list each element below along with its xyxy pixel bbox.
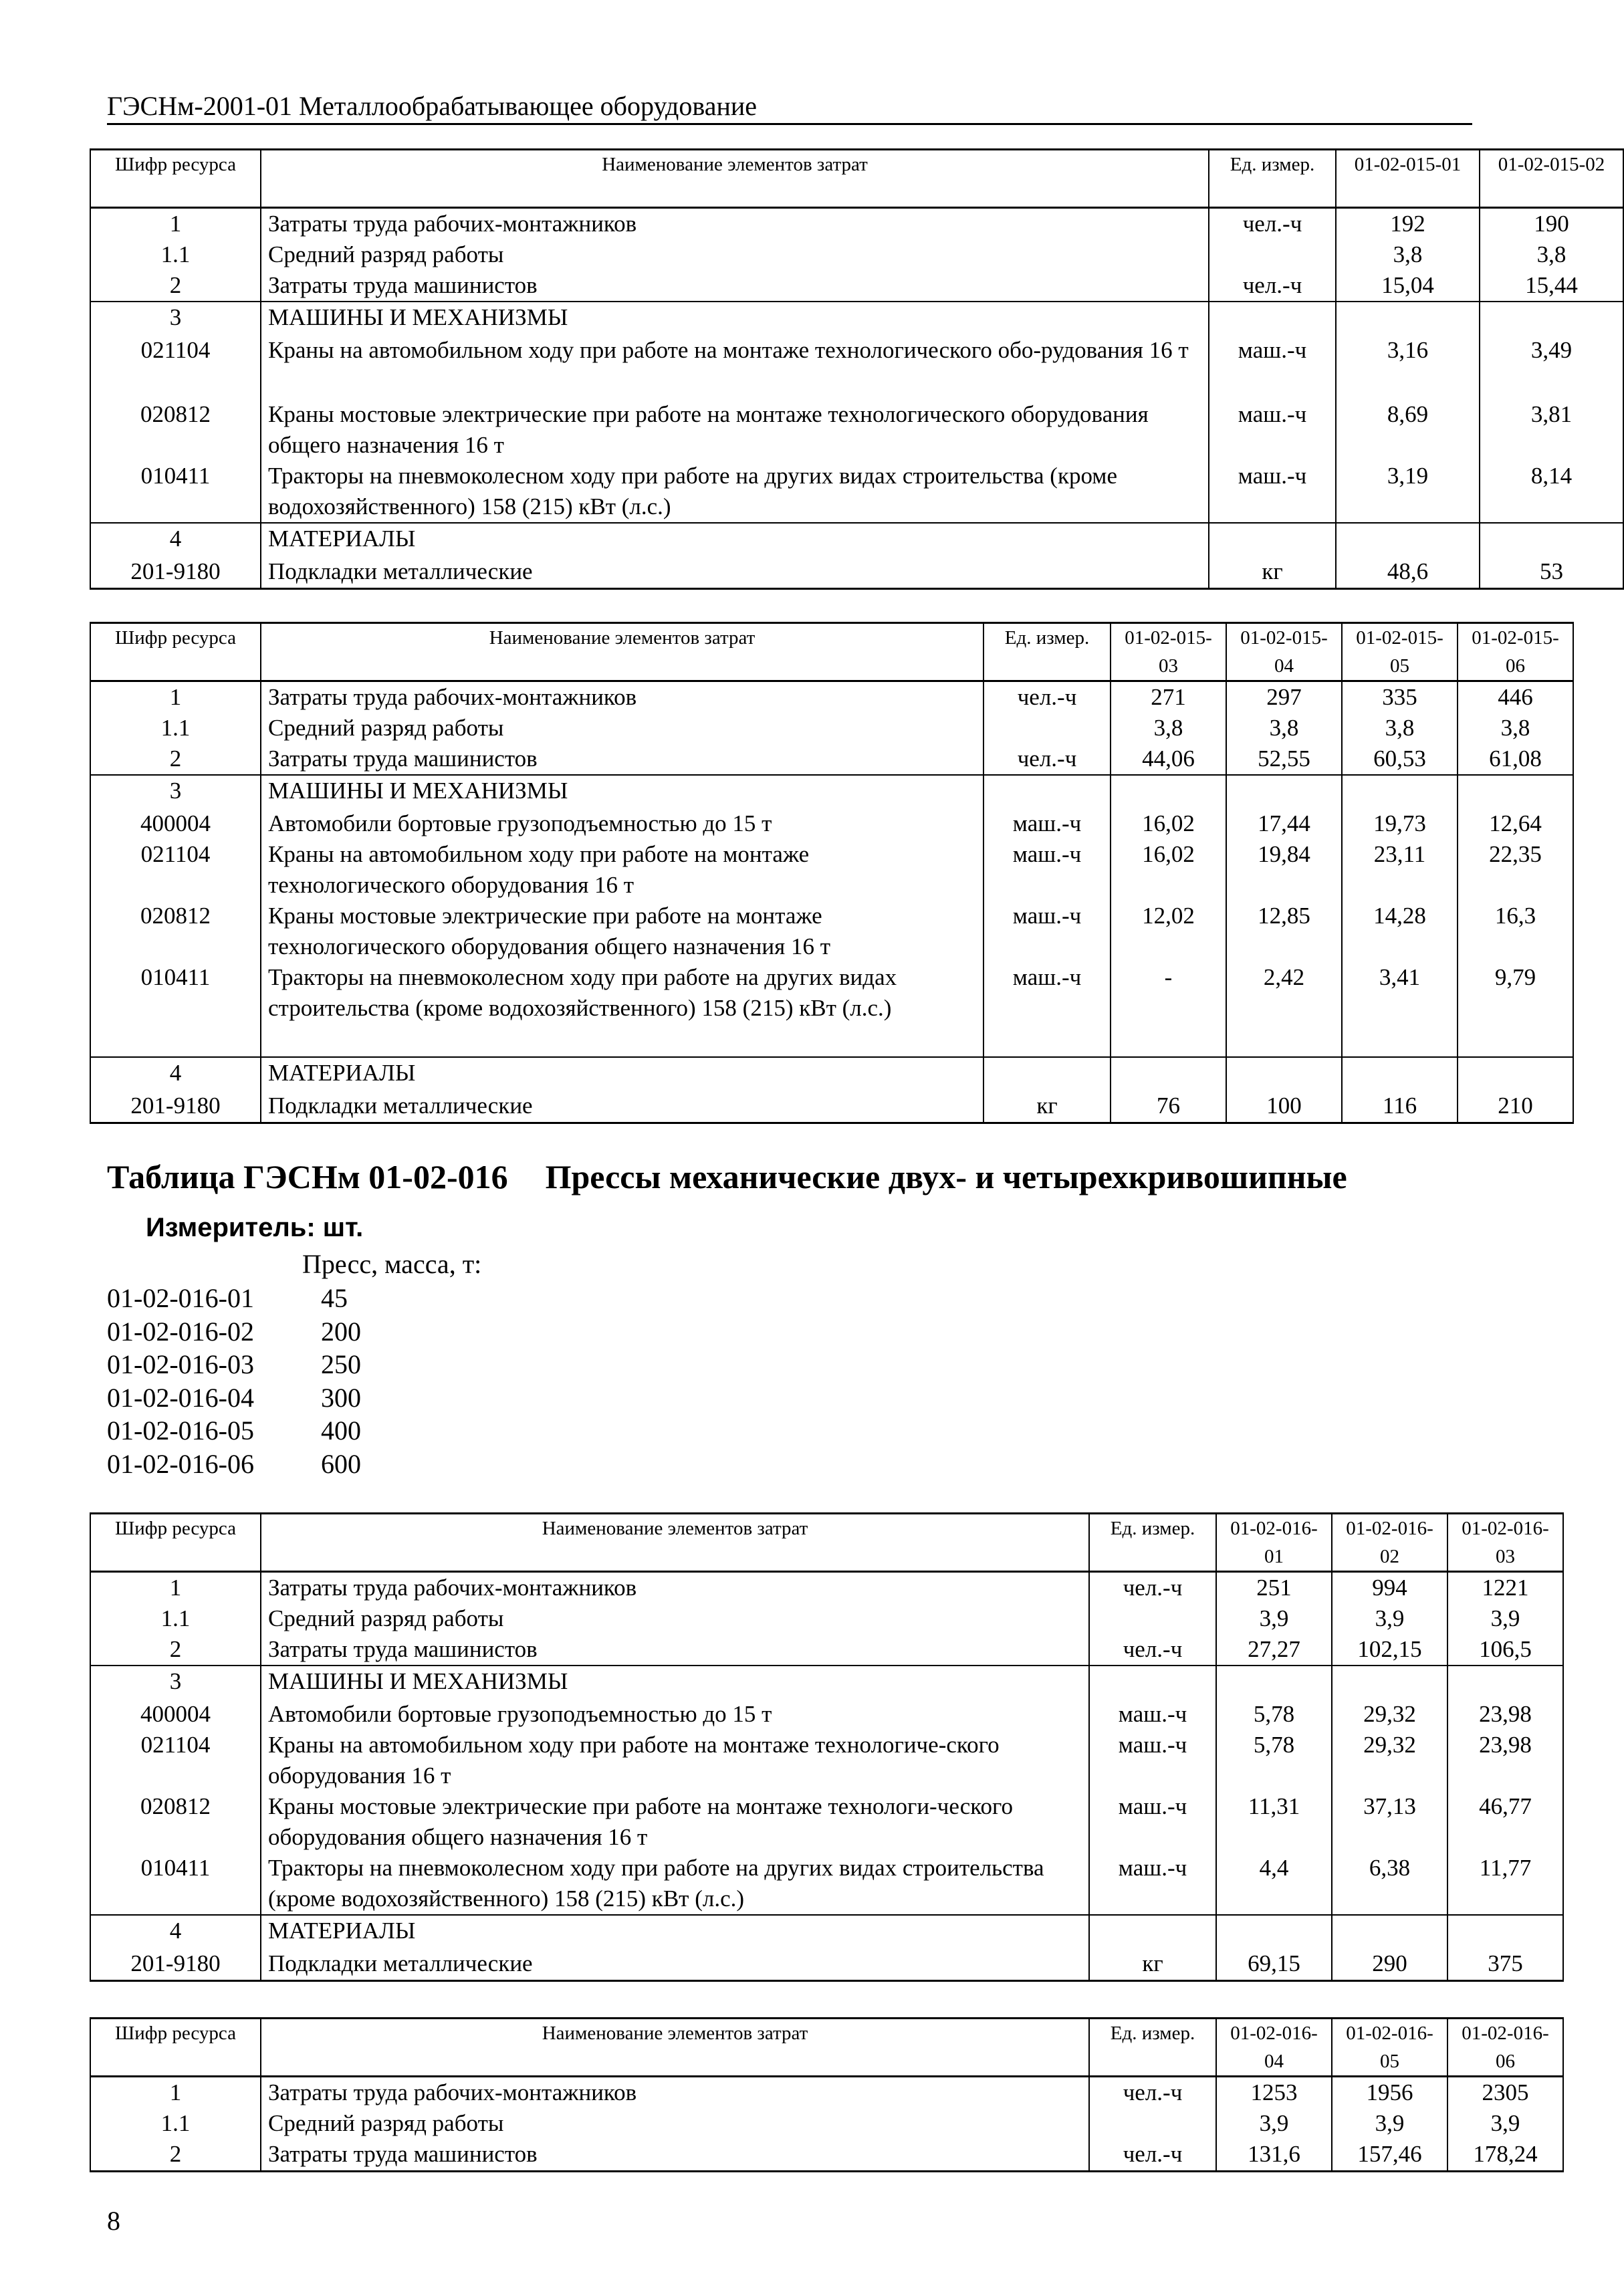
unit-cell: маш.-ч <box>983 962 1111 1057</box>
value-cell <box>1447 1666 1563 1699</box>
resource-code: 010411 <box>90 1853 261 1915</box>
table-row <box>90 239 1623 270</box>
variant-mass: 300 <box>321 1382 361 1413</box>
value-cell <box>1336 302 1480 335</box>
col-header-name: Наименование элементов затрат <box>261 1514 1089 1572</box>
header-rule <box>107 123 1472 125</box>
resource-code: 020812 <box>90 1791 261 1853</box>
value-cell: 290 <box>1332 1948 1447 1980</box>
unit-cell: чел.-ч <box>1089 2077 1216 2109</box>
col-header-variant: 01-02-016-02 <box>1332 1514 1447 1572</box>
section-row <box>90 1666 1563 1699</box>
value-cell: 19,73 <box>1342 808 1458 839</box>
unit-cell <box>983 713 1111 743</box>
cost-item-name: Краны на автомобильном ходу при работе на монтаже технологиче-ского оборудования 16 т <box>261 1730 1089 1791</box>
resource-code: 3 <box>90 1666 261 1699</box>
value-cell <box>1226 775 1342 808</box>
table-row <box>90 1603 1563 1634</box>
table-row <box>90 901 1573 962</box>
table-row <box>90 808 1573 839</box>
resource-code: 2 <box>90 270 261 302</box>
cost-item-name: Краны мостовые электрические при работе на монтаже технологического оборудования общего назначения 16 т <box>261 901 983 962</box>
resource-code: 021104 <box>90 335 261 399</box>
table-row <box>90 2108 1563 2139</box>
value-cell: 3,8 <box>1226 713 1342 743</box>
unit-cell: чел.-ч <box>1209 208 1336 240</box>
value-cell: 192 <box>1336 208 1480 240</box>
section-heading: МАШИНЫ И МЕХАНИЗМЫ <box>261 1666 1089 1699</box>
value-cell: 69,15 <box>1216 1948 1332 1980</box>
value-cell: 3,8 <box>1336 239 1480 270</box>
resource-code: 201-9180 <box>90 1091 261 1123</box>
resource-code: 201-9180 <box>90 1948 261 1980</box>
value-cell: 46,77 <box>1447 1791 1563 1853</box>
variant-mass: 400 <box>321 1415 361 1446</box>
unit-cell: маш.-ч <box>983 901 1111 962</box>
col-header-unit: Ед. измер. <box>1089 2019 1216 2077</box>
unit-cell: чел.-ч <box>983 681 1111 713</box>
value-cell <box>1216 1666 1332 1699</box>
section-row <box>90 1057 1573 1091</box>
resource-code: 1 <box>90 208 261 240</box>
value-cell: 100 <box>1226 1091 1342 1123</box>
col-header-variant: 01-02-015-01 <box>1336 150 1480 208</box>
table-row <box>90 713 1573 743</box>
variant-mass: 200 <box>321 1316 361 1347</box>
table-row <box>90 743 1573 775</box>
cost-item-name: Затраты труда машинистов <box>261 743 983 775</box>
value-cell: 3,81 <box>1480 399 1623 461</box>
unit-cell <box>1209 239 1336 270</box>
unit-cell: маш.-ч <box>1089 1853 1216 1915</box>
value-cell: 157,46 <box>1332 2139 1447 2171</box>
value-cell: 23,11 <box>1342 839 1458 901</box>
value-cell: 23,98 <box>1447 1699 1563 1730</box>
table-row <box>90 839 1573 901</box>
col-header-unit: Ед. измер. <box>983 623 1111 681</box>
value-cell: 29,32 <box>1332 1730 1447 1791</box>
value-cell: 16,3 <box>1458 901 1573 962</box>
col-header-name: Наименование элементов затрат <box>261 623 983 681</box>
resource-code: 2 <box>90 2139 261 2171</box>
value-cell <box>1332 1666 1447 1699</box>
cost-table-016-a <box>90 1512 1564 1982</box>
unit-cell <box>1089 1603 1216 1634</box>
value-cell <box>1226 1057 1342 1091</box>
cost-item-name: Средний разряд работы <box>261 2108 1089 2139</box>
table-row <box>90 1634 1563 1666</box>
value-cell: 297 <box>1226 681 1342 713</box>
variant-code: 01-02-016-03 <box>107 1349 254 1379</box>
unit-cell: чел.-ч <box>983 743 1111 775</box>
header-row <box>90 2019 1563 2077</box>
value-cell: 335 <box>1342 681 1458 713</box>
value-cell: 3,16 <box>1336 335 1480 399</box>
value-cell: 11,31 <box>1216 1791 1332 1853</box>
cost-item-name: Краны мостовые электрические при работе на монтаже технологи-ческого оборудования общего назначения 16 т <box>261 1791 1089 1853</box>
col-header-variant: 01-02-015-05 <box>1342 623 1458 681</box>
table-row <box>90 1853 1563 1915</box>
resource-code: 010411 <box>90 962 261 1057</box>
unit-cell: маш.-ч <box>1089 1730 1216 1791</box>
cost-item-name: Средний разряд работы <box>261 713 983 743</box>
value-cell <box>1111 775 1226 808</box>
value-cell: 12,02 <box>1111 901 1226 962</box>
cost-table-015-b <box>90 622 1574 1124</box>
resource-code: 3 <box>90 775 261 808</box>
variant-code: 01-02-016-05 <box>107 1415 254 1446</box>
header-row <box>90 150 1623 208</box>
table-row <box>90 270 1623 302</box>
value-cell: 3,9 <box>1447 2108 1563 2139</box>
cost-item-name: Затраты труда рабочих-монтажников <box>261 208 1209 240</box>
value-cell: 994 <box>1332 1572 1447 1604</box>
value-cell: - <box>1111 962 1226 1057</box>
unit-cell: чел.-ч <box>1089 1572 1216 1604</box>
variant-code: 01-02-016-01 <box>107 1283 254 1313</box>
value-cell: 3,9 <box>1447 1603 1563 1634</box>
value-cell: 76 <box>1111 1091 1226 1123</box>
value-cell: 1253 <box>1216 2077 1332 2109</box>
value-cell: 3,8 <box>1342 713 1458 743</box>
table-title-code: Таблица ГЭСНм 01-02-016 <box>107 1158 508 1195</box>
variant-mass: 250 <box>321 1349 361 1379</box>
table-row <box>90 461 1623 523</box>
value-cell: 190 <box>1480 208 1623 240</box>
section-heading: МАШИНЫ И МЕХАНИЗМЫ <box>261 775 983 808</box>
cost-item-name: Средний разряд работы <box>261 1603 1089 1634</box>
variant-code: 01-02-016-04 <box>107 1382 254 1413</box>
resource-code: 400004 <box>90 808 261 839</box>
unit-cell <box>1089 1915 1216 1948</box>
value-cell: 16,02 <box>1111 839 1226 901</box>
cost-item-name: Автомобили бортовые грузоподъемностью до 15 т <box>261 808 983 839</box>
value-cell: 11,77 <box>1447 1853 1563 1915</box>
value-cell: 116 <box>1342 1091 1458 1123</box>
value-cell: 210 <box>1458 1091 1573 1123</box>
variant-header: Пресс, масса, т: <box>302 1249 482 1279</box>
table-row <box>90 1091 1573 1123</box>
value-cell: 9,79 <box>1458 962 1573 1057</box>
cost-item-name: Краны на автомобильном ходу при работе на монтаже технологического оборудования 16 т <box>261 839 983 901</box>
resource-code: 1.1 <box>90 713 261 743</box>
cost-item-name: Краны мостовые электрические при работе на монтаже технологического оборудования общего назначения 16 т <box>261 399 1209 461</box>
value-cell: 61,08 <box>1458 743 1573 775</box>
cost-table-016-b <box>90 2017 1564 2172</box>
cost-item-name: Затраты труда рабочих-монтажников <box>261 681 983 713</box>
unit-cell <box>1209 302 1336 335</box>
value-cell <box>1458 775 1573 808</box>
unit-cell: кг <box>1089 1948 1216 1980</box>
variant-code: 01-02-016-06 <box>107 1448 254 1479</box>
col-header-variant: 01-02-015-03 <box>1111 623 1226 681</box>
resource-code: 4 <box>90 1057 261 1091</box>
unit-cell: маш.-ч <box>1209 399 1336 461</box>
col-header-variant: 01-02-016-01 <box>1216 1514 1332 1572</box>
col-header-variant: 01-02-016-04 <box>1216 2019 1332 2077</box>
cost-item-name: Тракторы на пневмоколесном ходу при работе на других видах строительства (кроме водохозяйственного) 158 (215) кВт (л.с.) <box>261 1853 1089 1915</box>
value-cell: 17,44 <box>1226 808 1342 839</box>
value-cell <box>1480 523 1623 556</box>
cost-item-name: Затраты труда рабочих-монтажников <box>261 2077 1089 2109</box>
variant-row <box>107 1315 361 1349</box>
col-header-variant: 01-02-016-03 <box>1447 1514 1563 1572</box>
unit-cell: маш.-ч <box>983 808 1111 839</box>
value-cell <box>1447 1915 1563 1948</box>
unit-cell <box>983 775 1111 808</box>
value-cell: 23,98 <box>1447 1730 1563 1791</box>
variant-row <box>107 1414 361 1448</box>
value-cell: 3,8 <box>1458 713 1573 743</box>
resource-code: 1.1 <box>90 2108 261 2139</box>
cost-item-name: Средний разряд работы <box>261 239 1209 270</box>
table-row <box>90 399 1623 461</box>
resource-code: 1.1 <box>90 239 261 270</box>
value-cell: 60,53 <box>1342 743 1458 775</box>
cost-item-name: Автомобили бортовые грузоподъемностью до 15 т <box>261 1699 1089 1730</box>
table-row <box>90 1948 1563 1980</box>
table-row <box>90 335 1623 399</box>
value-cell: 5,78 <box>1216 1699 1332 1730</box>
table-title-text: Прессы механические двух- и четырехкривошипные <box>545 1158 1347 1195</box>
section-row <box>90 1915 1563 1948</box>
table-title <box>107 1157 1347 1197</box>
value-cell: 8,14 <box>1480 461 1623 523</box>
value-cell: 16,02 <box>1111 808 1226 839</box>
value-cell: 106,5 <box>1447 1634 1563 1666</box>
unit-cell: кг <box>1209 556 1336 588</box>
section-row <box>90 523 1623 556</box>
value-cell: 271 <box>1111 681 1226 713</box>
value-cell: 178,24 <box>1447 2139 1563 2171</box>
table-row <box>90 208 1623 240</box>
unit-cell: маш.-ч <box>983 839 1111 901</box>
unit-cell: маш.-ч <box>1089 1791 1216 1853</box>
value-cell <box>1480 302 1623 335</box>
page-number: 8 <box>107 2206 120 2236</box>
unit-cell: маш.-ч <box>1209 335 1336 399</box>
measure-unit: Измеритель: шт. <box>146 1213 364 1242</box>
value-cell: 48,6 <box>1336 556 1480 588</box>
value-cell: 27,27 <box>1216 1634 1332 1666</box>
table-row <box>90 1572 1563 1604</box>
variant-mass: 45 <box>321 1283 348 1313</box>
value-cell: 375 <box>1447 1948 1563 1980</box>
resource-code: 020812 <box>90 399 261 461</box>
value-cell: 1221 <box>1447 1572 1563 1604</box>
variant-row <box>107 1381 361 1415</box>
variant-row <box>107 1348 361 1381</box>
value-cell <box>1458 1057 1573 1091</box>
resource-code: 020812 <box>90 901 261 962</box>
cost-item-name: Затраты труда рабочих-монтажников <box>261 1572 1089 1604</box>
table-row <box>90 556 1623 588</box>
section-heading: МАШИНЫ И МЕХАНИЗМЫ <box>261 302 1209 335</box>
unit-cell <box>1089 2108 1216 2139</box>
cost-item-name: Тракторы на пневмоколесном ходу при работе на других видах строительства (кроме водохозяйственного) 158 (215) кВт (л.с.) <box>261 962 983 1057</box>
cost-table-015-a <box>90 148 1624 590</box>
header-row <box>90 1514 1563 1572</box>
value-cell: 3,41 <box>1342 962 1458 1057</box>
resource-code: 4 <box>90 523 261 556</box>
value-cell <box>1216 1915 1332 1948</box>
unit-cell: чел.-ч <box>1089 1634 1216 1666</box>
cost-item-name: Тракторы на пневмоколесном ходу при работе на других видах строительства (кроме водохозяйственного) 158 (215) кВт (л.с.) <box>261 461 1209 523</box>
table-row <box>90 1730 1563 1791</box>
unit-cell: маш.-ч <box>1089 1699 1216 1730</box>
resource-code: 010411 <box>90 461 261 523</box>
cost-item-name: Затраты труда машинистов <box>261 2139 1089 2171</box>
col-header-variant: 01-02-016-05 <box>1332 2019 1447 2077</box>
section-heading: МАТЕРИАЛЫ <box>261 523 1209 556</box>
unit-cell: чел.-ч <box>1089 2139 1216 2171</box>
section-row <box>90 302 1623 335</box>
variant-mass: 600 <box>321 1448 361 1479</box>
variant-row <box>107 1448 361 1481</box>
col-header-code: Шифр ресурса <box>90 623 261 681</box>
resource-code: 1 <box>90 1572 261 1604</box>
cost-item-name: Подкладки металлические <box>261 1091 983 1123</box>
variant-row <box>107 1282 361 1315</box>
value-cell: 3,9 <box>1216 1603 1332 1634</box>
unit-cell: чел.-ч <box>1209 270 1336 302</box>
value-cell: 44,06 <box>1111 743 1226 775</box>
value-cell: 131,6 <box>1216 2139 1332 2171</box>
table-row <box>90 1699 1563 1730</box>
unit-cell <box>1209 523 1336 556</box>
variant-list <box>107 1282 361 1480</box>
col-header-unit: Ед. измер. <box>1209 150 1336 208</box>
col-header-code: Шифр ресурса <box>90 150 261 208</box>
value-cell: 12,85 <box>1226 901 1342 962</box>
value-cell: 5,78 <box>1216 1730 1332 1791</box>
resource-code: 021104 <box>90 1730 261 1791</box>
value-cell: 3,8 <box>1480 239 1623 270</box>
value-cell: 29,32 <box>1332 1699 1447 1730</box>
resource-code: 1.1 <box>90 1603 261 1634</box>
value-cell <box>1111 1057 1226 1091</box>
value-cell: 2305 <box>1447 2077 1563 2109</box>
value-cell: 12,64 <box>1458 808 1573 839</box>
resource-code: 021104 <box>90 839 261 901</box>
col-header-name: Наименование элементов затрат <box>261 2019 1089 2077</box>
value-cell: 15,44 <box>1480 270 1623 302</box>
section-row <box>90 775 1573 808</box>
value-cell: 3,9 <box>1332 1603 1447 1634</box>
value-cell: 15,04 <box>1336 270 1480 302</box>
col-header-code: Шифр ресурса <box>90 2019 261 2077</box>
unit-cell: маш.-ч <box>1209 461 1336 523</box>
section-heading: МАТЕРИАЛЫ <box>261 1057 983 1091</box>
value-cell: 37,13 <box>1332 1791 1447 1853</box>
value-cell: 3,19 <box>1336 461 1480 523</box>
table-row <box>90 681 1573 713</box>
value-cell: 14,28 <box>1342 901 1458 962</box>
value-cell: 4,4 <box>1216 1853 1332 1915</box>
resource-code: 4 <box>90 1915 261 1948</box>
col-header-code: Шифр ресурса <box>90 1514 261 1572</box>
value-cell: 52,55 <box>1226 743 1342 775</box>
cost-item-name: Подкладки металлические <box>261 556 1209 588</box>
resource-code: 400004 <box>90 1699 261 1730</box>
running-header: ГЭСНм-2001-01 Металлообрабатывающее оборудование <box>107 91 758 121</box>
unit-cell <box>983 1057 1111 1091</box>
value-cell: 3,9 <box>1332 2108 1447 2139</box>
unit-cell: кг <box>983 1091 1111 1123</box>
resource-code: 1 <box>90 2077 261 2109</box>
table-row <box>90 2077 1563 2109</box>
col-header-variant: 01-02-015-04 <box>1226 623 1342 681</box>
value-cell: 53 <box>1480 556 1623 588</box>
value-cell <box>1342 775 1458 808</box>
col-header-variant: 01-02-015-02 <box>1480 150 1623 208</box>
value-cell: 3,8 <box>1111 713 1226 743</box>
resource-code: 201-9180 <box>90 556 261 588</box>
value-cell: 8,69 <box>1336 399 1480 461</box>
value-cell <box>1342 1057 1458 1091</box>
value-cell <box>1336 523 1480 556</box>
col-header-variant: 01-02-015-06 <box>1458 623 1573 681</box>
cost-item-name: Краны на автомобильном ходу при работе на монтаже технологического обо-рудования 16 т <box>261 335 1209 399</box>
header-row <box>90 623 1573 681</box>
cost-item-name: Подкладки металлические <box>261 1948 1089 1980</box>
value-cell: 3,49 <box>1480 335 1623 399</box>
table-row <box>90 2139 1563 2171</box>
section-heading: МАТЕРИАЛЫ <box>261 1915 1089 1948</box>
table-row <box>90 962 1573 1057</box>
col-header-name: Наименование элементов затрат <box>261 150 1209 208</box>
resource-code: 1 <box>90 681 261 713</box>
value-cell: 1956 <box>1332 2077 1447 2109</box>
value-cell: 446 <box>1458 681 1573 713</box>
col-header-variant: 01-02-016-06 <box>1447 2019 1563 2077</box>
resource-code: 2 <box>90 1634 261 1666</box>
value-cell: 2,42 <box>1226 962 1342 1057</box>
value-cell: 102,15 <box>1332 1634 1447 1666</box>
cost-item-name: Затраты труда машинистов <box>261 1634 1089 1666</box>
value-cell <box>1332 1915 1447 1948</box>
value-cell: 19,84 <box>1226 839 1342 901</box>
value-cell: 22,35 <box>1458 839 1573 901</box>
value-cell: 6,38 <box>1332 1853 1447 1915</box>
cost-item-name: Затраты труда машинистов <box>261 270 1209 302</box>
variant-code: 01-02-016-02 <box>107 1316 254 1347</box>
value-cell: 251 <box>1216 1572 1332 1604</box>
col-header-unit: Ед. измер. <box>1089 1514 1216 1572</box>
value-cell: 3,9 <box>1216 2108 1332 2139</box>
resource-code: 3 <box>90 302 261 335</box>
table-row <box>90 1791 1563 1853</box>
resource-code: 2 <box>90 743 261 775</box>
unit-cell <box>1089 1666 1216 1699</box>
